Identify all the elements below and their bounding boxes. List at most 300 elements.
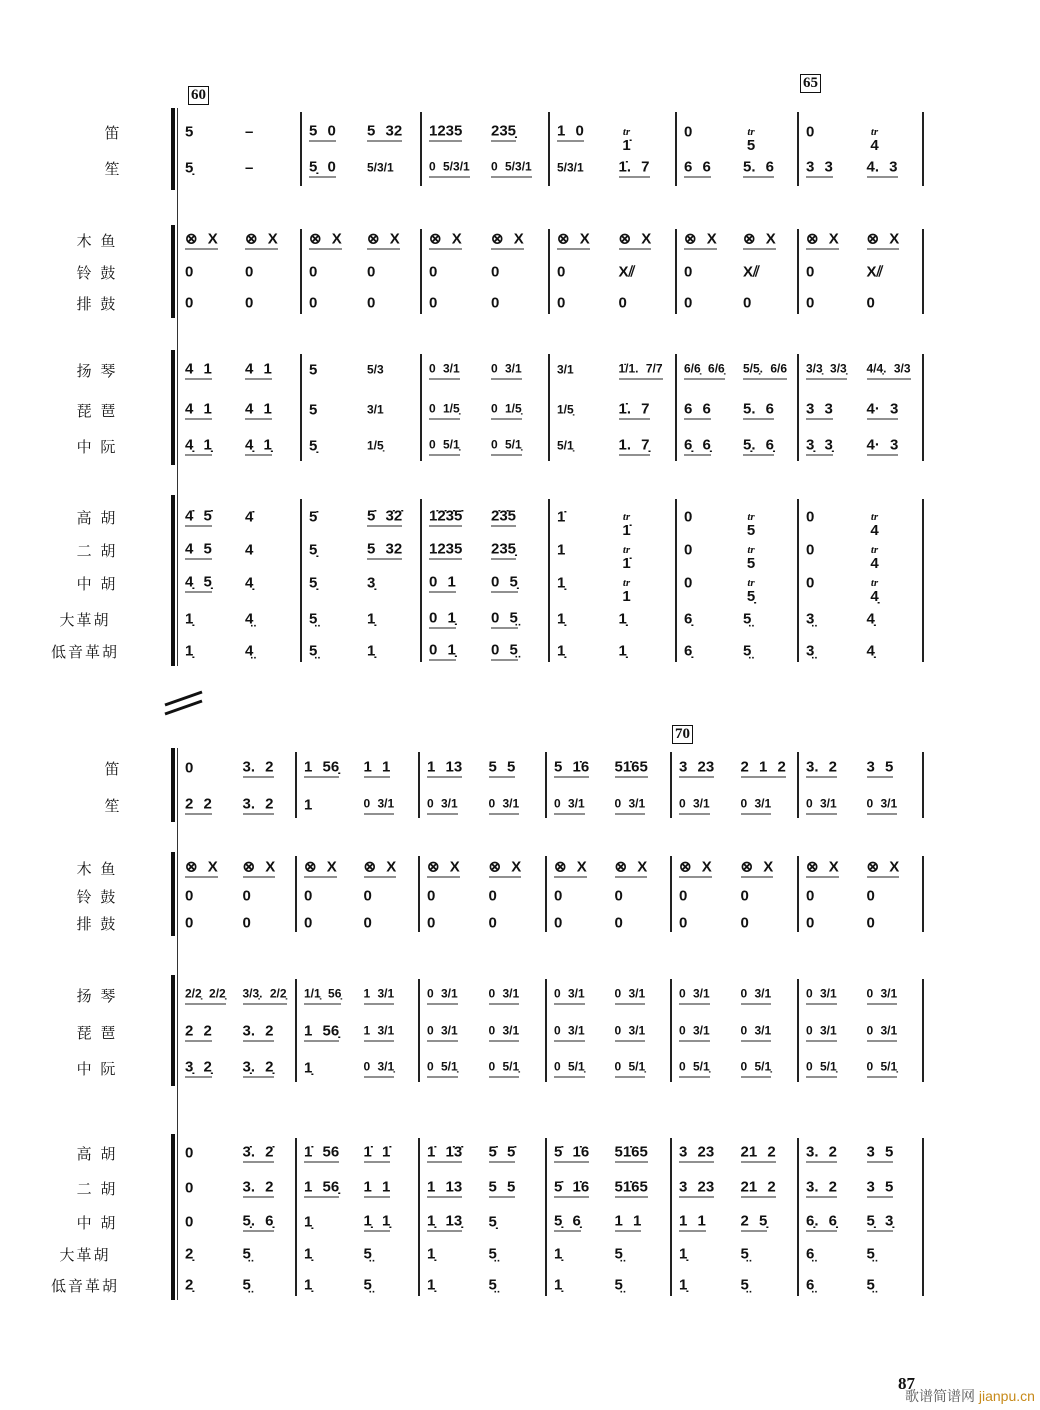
barline — [418, 752, 420, 818]
beat-cell: 5̣ 0 — [309, 158, 336, 176]
beat-cell: 0 — [866, 294, 875, 312]
beat-cell: 1. 7̣ — [618, 436, 650, 454]
beat-cell: 1 1 — [363, 1178, 391, 1196]
page-number: 87 — [898, 1374, 915, 1393]
beat-cell: 4 1 — [245, 360, 272, 378]
beat-cell: 0 3/1 — [867, 796, 898, 815]
beat-cell: 1235 — [429, 540, 463, 558]
beat-cell: 1̣ — [304, 1245, 313, 1263]
beat-cell: 0 5/1̣ — [491, 437, 522, 456]
beat-cell: tr 4 — [870, 544, 879, 572]
beat-cell: ⊗ X — [363, 858, 397, 876]
beat-cell: 5̣ 6̣ — [554, 1212, 581, 1230]
beat-cell: 0 — [866, 887, 875, 905]
beat-cell: ⊗ X — [367, 230, 400, 248]
beat-cell: 1̣ — [679, 1276, 688, 1294]
beat-cell: 0 — [806, 887, 815, 905]
beat-cell: 21 2 — [740, 1178, 776, 1196]
barline — [548, 354, 550, 461]
beat-cell: 0 — [806, 123, 815, 141]
beat-cell: 5̤ — [614, 1276, 623, 1294]
instrument-label: 大革胡 — [59, 611, 111, 629]
beat-cell: ⊗ X — [427, 858, 460, 876]
beat-cell: 0 — [684, 294, 693, 312]
beat-cell: 3/3̣ 3/3̣ — [806, 361, 847, 380]
barline — [670, 1138, 672, 1296]
beat-cell: ⊗ X — [309, 230, 342, 248]
system-brace — [177, 108, 178, 666]
barline — [797, 856, 799, 932]
beat-cell: 1̇ 1̇3̇ — [427, 1143, 463, 1161]
beat-cell: 1 — [304, 796, 313, 814]
beat-cell: 5/1̣ — [557, 438, 574, 453]
beat-cell: 0 5/1̣ — [741, 1059, 772, 1078]
beat-cell: 0 — [743, 294, 752, 312]
beat-cell: 3/3̣. 2/2̣ — [243, 986, 287, 1005]
beat-cell: 3̇. 2̇ — [242, 1143, 274, 1161]
beat-cell: 0 3/1 — [679, 986, 710, 1005]
rehearsal-mark-65: 65 — [800, 74, 821, 93]
beat-cell: 0 5̤ — [491, 609, 518, 627]
beat-cell: 0 — [684, 574, 693, 592]
beat-cell: ⊗ X — [743, 230, 776, 248]
beat-cell: 1̣ — [557, 574, 566, 592]
barline — [418, 856, 420, 932]
beat-cell: ⊗ X — [557, 230, 590, 248]
beat-cell: 1̣ — [304, 1213, 313, 1231]
instrument-label: 笙 — [104, 797, 122, 815]
beat-cell: 5̤ — [309, 642, 318, 660]
beat-cell: 0 — [185, 887, 194, 905]
beat-cell: 0 3/1 — [615, 796, 646, 815]
group-bracket — [171, 1134, 175, 1300]
beat-cell: 0 1/5̣ — [491, 401, 522, 420]
beat-cell: 0 — [185, 1213, 194, 1231]
instrument-label: 高 胡 — [76, 509, 118, 527]
beat-cell: 6̤ — [806, 1245, 815, 1263]
beat-cell: 0 1̣ — [429, 641, 456, 659]
beat-cell: 3 23 — [679, 758, 715, 776]
beat-cell: 0 — [740, 914, 749, 932]
instrument-label: 中 胡 — [76, 1214, 118, 1232]
barline — [295, 856, 297, 932]
beat-cell: 0 — [488, 914, 497, 932]
group-bracket — [171, 350, 175, 465]
beat-cell: tr 1̇ — [622, 126, 631, 154]
beat-cell: tr 5 — [746, 511, 756, 539]
beat-cell: 0 — [557, 294, 566, 312]
barline — [545, 1138, 547, 1296]
group-bracket — [171, 748, 175, 822]
beat-cell: 0 — [684, 123, 693, 141]
beat-cell: 0 3/1 — [615, 1023, 646, 1042]
beat-cell: 51̇65 — [614, 1143, 648, 1161]
instrument-label: 扬 琴 — [76, 362, 118, 380]
beat-cell: 0 5/1̣ — [806, 1059, 837, 1078]
barline — [548, 112, 550, 186]
beat-cell: 0 5̤ — [491, 641, 518, 659]
beat-cell: 1̣ — [427, 1245, 436, 1263]
beat-cell: 1̣ — [618, 642, 627, 660]
beat-cell: 5̤ — [866, 1245, 875, 1263]
beat-cell: 5̇ — [309, 508, 318, 526]
beat-cell: 5̤ — [242, 1276, 251, 1294]
barline — [420, 499, 422, 662]
beat-cell: 5. 6 — [743, 158, 775, 176]
beat-cell: 3/1 — [367, 402, 384, 417]
beat-cell: 0 5/1̣ — [867, 1059, 898, 1078]
beat-cell: 3 23 — [679, 1178, 715, 1196]
barline — [797, 354, 799, 461]
beat-cell: 4 1 — [185, 400, 212, 418]
instrument-label: 中 胡 — [76, 575, 118, 593]
beat-cell: 0 5/1̣ — [615, 1059, 646, 1078]
barline — [295, 1138, 297, 1296]
beat-cell: 0 3/1 — [427, 796, 458, 815]
barline — [675, 354, 677, 461]
beat-cell: ⊗ X — [245, 230, 278, 248]
beat-cell: ⊗ X — [614, 858, 648, 876]
beat-cell: 1 1 — [679, 1212, 706, 1230]
barline — [545, 856, 547, 932]
barline — [295, 979, 297, 1082]
beat-cell: 4̣ 1̣ — [185, 436, 212, 454]
beat-cell: 5̇ 1̇6 — [554, 1143, 590, 1161]
beat-cell: 1̣ — [304, 1276, 313, 1294]
beat-cell: 4 — [245, 541, 254, 559]
barline — [545, 752, 547, 818]
beat-cell: 0 3/1 — [615, 986, 646, 1005]
barline — [295, 752, 297, 818]
beat-cell: 3 5 — [866, 1143, 894, 1161]
beat-cell: 6̣ 6̣ — [684, 436, 711, 454]
beat-cell: 1̣ — [427, 1276, 436, 1294]
barline — [797, 112, 799, 186]
beat-cell: 4̣ 5̣ — [185, 573, 212, 591]
beat-cell: 0 — [429, 294, 438, 312]
beat-cell: 0 3/1 — [554, 986, 585, 1005]
beat-cell: 1/5̣ — [367, 438, 384, 453]
beat-cell: 4̇ — [245, 508, 254, 526]
beat-cell: 4̤ — [245, 610, 254, 628]
beat-cell: 4/4̣. 3/3 — [867, 361, 911, 380]
beat-cell: 0 3/1 — [867, 986, 898, 1005]
beat-cell: 5. 6 — [743, 400, 775, 418]
beat-cell: 5/3/1 — [367, 160, 394, 175]
beat-cell: X⫽ — [743, 263, 760, 281]
beat-cell: 3 23 — [679, 1143, 715, 1161]
beat-cell: ⊗ X — [866, 230, 900, 248]
beat-cell: 1 56̣ — [304, 758, 340, 776]
beat-cell: 5̤ — [488, 1276, 497, 1294]
beat-cell: 0 — [185, 914, 194, 932]
beat-cell: 1̇. 7 — [618, 400, 650, 418]
instrument-label: 笛 — [104, 124, 122, 142]
beat-cell: 1̣ 13̣ — [427, 1212, 463, 1230]
beat-cell: 1 3/1 — [364, 1023, 395, 1042]
beat-cell: 0 — [185, 294, 194, 312]
beat-cell: 4 1 — [245, 400, 272, 418]
beat-cell: 1̣ — [554, 1245, 563, 1263]
beat-cell: 1 56̣ — [304, 1178, 340, 1196]
instrument-label: 铃 鼓 — [76, 888, 118, 906]
beat-cell: 5 — [185, 123, 194, 141]
beat-cell: 0 3/1 — [867, 1023, 898, 1042]
instrument-label: 低音革胡 — [50, 643, 119, 661]
beat-cell: 0 3/1 — [554, 796, 585, 815]
beat-cell: 4̤ — [245, 642, 254, 660]
beat-cell: 235̣ — [491, 122, 517, 140]
beat-cell: 2 1 2 — [740, 758, 786, 776]
beat-cell: 4 5 — [185, 540, 212, 558]
beat-cell: 3̣ — [367, 574, 376, 592]
beat-cell: 0 — [806, 574, 815, 592]
barline — [670, 752, 672, 818]
beat-cell: 0 — [185, 263, 194, 281]
beat-cell: 1 0 — [557, 122, 584, 140]
instrument-label: 琵 琶 — [76, 402, 118, 420]
beat-cell: 5̇ 5̇ — [488, 1143, 516, 1161]
beat-cell: ⊗ X — [429, 230, 462, 248]
barline — [418, 979, 420, 1082]
beat-cell: X⫽ — [866, 263, 884, 281]
beat-cell: 4 1 — [185, 360, 212, 378]
beat-cell: 0 — [618, 294, 627, 312]
beat-cell: 0 3/1 — [741, 796, 772, 815]
beat-cell: 1 1 — [363, 758, 391, 776]
beat-cell: 0 3/1 — [806, 986, 837, 1005]
watermark-domain: jianpu.cn — [978, 1388, 1035, 1404]
group-bracket — [171, 225, 175, 318]
watermark — [905, 1386, 1035, 1406]
beat-cell: 0 — [684, 508, 693, 526]
beat-cell: 3 3 — [806, 158, 833, 176]
instrument-label: 大革胡 — [59, 1246, 111, 1264]
beat-cell: 0 — [740, 887, 749, 905]
beat-cell: – — [245, 123, 254, 141]
beat-cell: 5̣. 6̣ — [242, 1212, 274, 1230]
beat-cell: 0 — [488, 887, 497, 905]
beat-cell: 0 — [309, 263, 318, 281]
beat-cell: 0 — [491, 294, 500, 312]
instrument-label: 木 鱼 — [76, 232, 118, 250]
beat-cell: ⊗ X — [618, 230, 652, 248]
beat-cell: 3. 2 — [242, 1178, 274, 1196]
beat-cell: 0 — [309, 294, 318, 312]
beat-cell: 5 — [309, 361, 318, 379]
beat-cell: 1/5̣ — [557, 402, 574, 417]
beat-cell: 1̣ — [557, 642, 566, 660]
beat-cell: 2 2 — [185, 795, 212, 813]
instrument-label: 扬 琴 — [76, 987, 118, 1005]
beat-cell: 0 3/1̣ — [364, 1059, 395, 1078]
beat-cell: 0 — [185, 1144, 194, 1162]
group-bracket — [171, 495, 175, 666]
beat-cell: 3. 2 — [806, 1143, 838, 1161]
beat-cell: 4̇ 5̇ — [185, 507, 212, 525]
beat-cell: 0 — [242, 887, 251, 905]
barline — [797, 1138, 799, 1296]
beat-cell: 5̇ 3̇2̇ — [367, 507, 403, 525]
beat-cell: 1̇ 1̇ — [363, 1143, 391, 1161]
beat-cell: 0 3/1 — [679, 1023, 710, 1042]
beat-cell: 0 — [614, 887, 623, 905]
beat-cell: 5̣ — [309, 437, 318, 455]
beat-cell: 1̣ — [185, 642, 194, 660]
beat-cell: 4̣ — [245, 574, 254, 592]
barline — [300, 112, 302, 186]
beat-cell: 3 5 — [866, 1178, 894, 1196]
beat-cell: 5/5̣. 6/6 — [743, 361, 787, 380]
beat-cell: 0 1/5̣ — [429, 401, 460, 420]
beat-cell: ⊗ X — [740, 858, 774, 876]
beat-cell: 3/1 — [557, 362, 574, 377]
beat-cell: 0 1̣ — [429, 609, 456, 627]
beat-cell: 0 1 — [429, 573, 456, 591]
beat-cell: ⊗ X — [185, 230, 218, 248]
group-bracket — [171, 852, 175, 936]
beat-cell: 2̇3̇5 — [491, 507, 517, 525]
beat-cell: 0 — [554, 914, 563, 932]
beat-cell: tr 4̣ — [870, 577, 879, 605]
instrument-label: 铃 鼓 — [76, 264, 118, 282]
beat-cell: 0 3/1 — [429, 361, 460, 380]
beat-cell: 2̣ — [185, 1245, 194, 1263]
beat-cell: 1 — [557, 541, 566, 559]
beat-cell: 5 0 — [309, 122, 336, 140]
instrument-label: 排 鼓 — [76, 295, 118, 313]
barline — [670, 856, 672, 932]
beat-cell: 5̣ — [185, 159, 194, 177]
beat-cell: 3. 2 — [806, 758, 838, 776]
beat-cell: 3̣ 2̣ — [185, 1058, 212, 1076]
barline — [675, 499, 677, 662]
beat-cell: 1̣ — [554, 1276, 563, 1294]
beat-cell: 1̣ 1̣ — [363, 1212, 391, 1230]
beat-cell: 1̣ — [367, 610, 376, 628]
beat-cell: 0 3/1 — [806, 796, 837, 815]
beat-cell: 0 — [554, 887, 563, 905]
beat-cell: tr 1 — [622, 577, 631, 605]
beat-cell: ⊗ X — [866, 858, 900, 876]
instrument-label: 笙 — [104, 160, 122, 178]
beat-cell: 1 13 — [427, 1178, 463, 1196]
instrument-label: 笛 — [104, 760, 122, 778]
beat-cell: 0 — [427, 914, 436, 932]
beat-cell: 3̤ — [806, 642, 815, 660]
beat-cell: ⊗ X — [684, 230, 717, 248]
barline — [922, 1138, 924, 1296]
beat-cell: 6̤ — [806, 1276, 815, 1294]
beat-cell: 0 3/1 — [554, 1023, 585, 1042]
beat-cell: 0 — [242, 914, 251, 932]
beat-cell: 235̣ — [491, 540, 517, 558]
instrument-label: 二 胡 — [76, 1180, 118, 1198]
beat-cell: ⊗ X — [554, 858, 587, 876]
beat-cell: 0 — [363, 914, 372, 932]
beat-cell: 5 1̇6 — [554, 758, 590, 776]
beat-cell: 0 5/3/1 — [429, 159, 470, 178]
barline — [545, 979, 547, 1082]
beat-cell: 0 3/1 — [679, 796, 710, 815]
beat-cell: 3. 2 — [806, 1178, 838, 1196]
beat-cell: 0 — [367, 294, 376, 312]
beat-cell: 5̤ — [309, 610, 318, 628]
instrument-label: 高 胡 — [76, 1145, 118, 1163]
beat-cell: – — [245, 159, 254, 177]
beat-cell: 0 3/1 — [741, 1023, 772, 1042]
beat-cell: 0 — [185, 1179, 194, 1197]
beat-cell: 3̣. 2̣ — [242, 1058, 274, 1076]
beat-cell: 0 5/1̣ — [554, 1059, 585, 1078]
beat-cell: 3. 2 — [242, 795, 274, 813]
beat-cell: tr 5̣ — [746, 577, 756, 605]
beat-cell: 0 5/1̣ — [429, 437, 460, 456]
beat-cell: 1235 — [429, 122, 463, 140]
beat-cell: 1/1̣ 56̣ — [304, 986, 341, 1005]
beat-cell: 0 — [557, 263, 566, 281]
beat-cell: 0 — [684, 541, 693, 559]
barline — [922, 354, 924, 461]
barline — [420, 354, 422, 461]
beat-cell: 0 — [684, 263, 693, 281]
beat-cell: 4· 3 — [866, 400, 899, 418]
barline — [922, 229, 924, 314]
beat-cell: tr 4 — [870, 126, 879, 154]
beat-cell: 0 — [185, 759, 194, 777]
beat-cell: 0 — [245, 263, 254, 281]
beat-cell: tr 4 — [870, 511, 879, 539]
barline — [300, 499, 302, 662]
beat-cell: 5̤ — [614, 1245, 623, 1263]
beat-cell: 0 3/1 — [427, 986, 458, 1005]
beat-cell: ⊗ X — [806, 230, 839, 248]
beat-cell: 3̣ 3̣ — [806, 436, 833, 454]
barline — [420, 229, 422, 314]
beat-cell: 3. 2 — [242, 758, 274, 776]
beat-cell: 0 — [806, 508, 815, 526]
beat-cell: 21 2 — [740, 1143, 776, 1161]
beat-cell: 2̣ — [185, 1276, 194, 1294]
beat-cell: 5̤ — [242, 1245, 251, 1263]
barline — [922, 752, 924, 818]
barline — [797, 499, 799, 662]
barline — [922, 856, 924, 932]
beat-cell: 5 32 — [367, 540, 403, 558]
beat-cell: ⊗ X — [488, 858, 522, 876]
barline — [300, 354, 302, 461]
beat-cell: 0 — [806, 263, 815, 281]
beat-cell: 6̣ — [684, 610, 693, 628]
beat-cell: 5 5 — [488, 1178, 516, 1196]
beat-cell: 2/2̣ 2/2̣ — [185, 986, 226, 1005]
beat-cell: 0 5/1̣ — [489, 1059, 520, 1078]
barline — [418, 1138, 420, 1296]
beat-cell: 0 — [363, 887, 372, 905]
barline — [797, 229, 799, 314]
instrument-label: 排 鼓 — [76, 915, 118, 933]
barline — [548, 229, 550, 314]
beat-cell: 5̣. 6̣ — [743, 436, 775, 454]
beat-cell: 51̇65 — [614, 1178, 648, 1196]
beat-cell: tr 5 — [746, 126, 756, 154]
rehearsal-mark-70: 70 — [672, 725, 693, 744]
beat-cell: 0 — [679, 914, 688, 932]
beat-cell: 1̇2̇3̇5̇ — [429, 507, 463, 525]
beat-cell: 4· 3 — [866, 436, 899, 454]
barline — [797, 979, 799, 1082]
beat-cell: 0 — [679, 887, 688, 905]
